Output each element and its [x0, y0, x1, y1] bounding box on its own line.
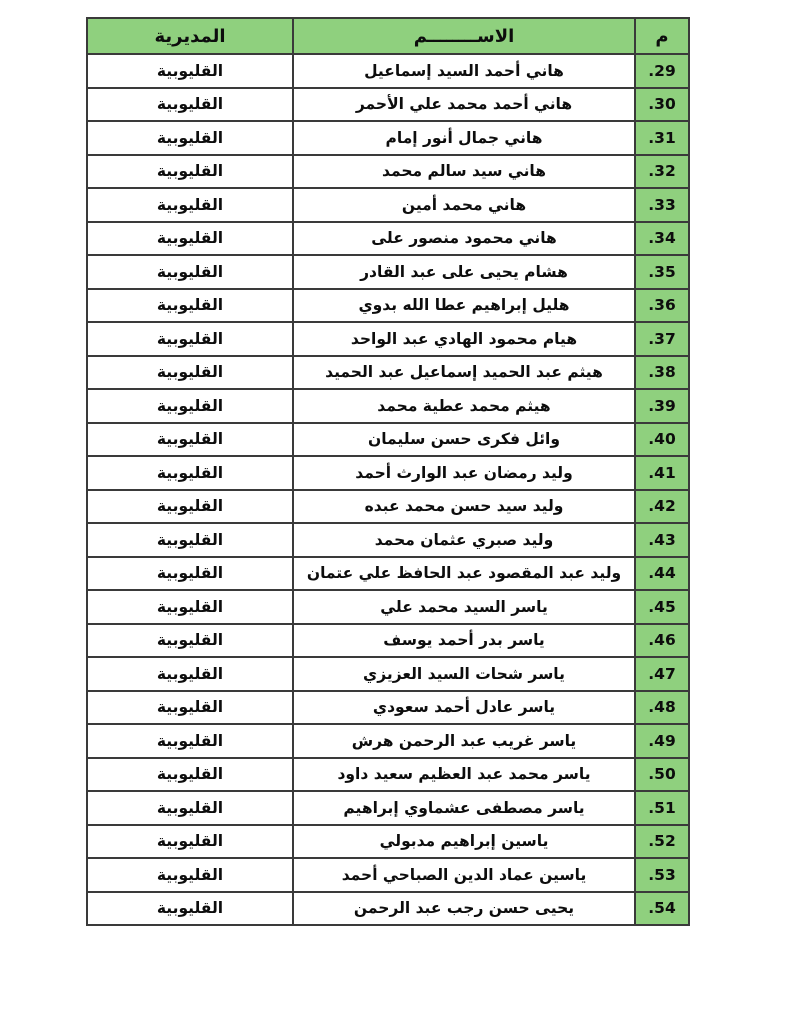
- table-row: [87, 456, 689, 490]
- table-row: [87, 892, 689, 926]
- row-serial: 32.: [635, 155, 689, 189]
- row-serial: 52.: [635, 825, 689, 859]
- row-name: ياسر محمد عبد العظيم سعيد داود: [293, 758, 635, 792]
- row-directorate: القليوبية: [87, 691, 293, 725]
- row-directorate: القليوبية: [87, 858, 293, 892]
- header-row: [87, 18, 689, 54]
- row-directorate: القليوبية: [87, 490, 293, 524]
- row-directorate: القليوبية: [87, 523, 293, 557]
- row-directorate: القليوبية: [87, 423, 293, 457]
- table-row: [87, 289, 689, 323]
- row-name: هليل إبراهيم عطا الله بدوي: [293, 289, 635, 323]
- row-name: هاني محمد أمين: [293, 188, 635, 222]
- row-name: هشام يحيى على عبد القادر: [293, 255, 635, 289]
- row-serial: 50.: [635, 758, 689, 792]
- table-row: [87, 657, 689, 691]
- row-directorate: القليوبية: [87, 356, 293, 390]
- row-name: هيثم محمد عطية محمد: [293, 389, 635, 423]
- row-serial: 51.: [635, 791, 689, 825]
- row-name: هاني جمال أنور إمام: [293, 121, 635, 155]
- roster-table-body: [87, 54, 689, 925]
- table-row: [87, 423, 689, 457]
- table-row: [87, 255, 689, 289]
- row-serial: 47.: [635, 657, 689, 691]
- row-name: وليد رمضان عبد الوارث أحمد: [293, 456, 635, 490]
- row-name: هاني أحمد السيد إسماعيل: [293, 54, 635, 88]
- row-name: هاني محمود منصور على: [293, 222, 635, 256]
- row-directorate: القليوبية: [87, 155, 293, 189]
- row-name: هيام محمود الهادي عبد الواحد: [293, 322, 635, 356]
- row-directorate: القليوبية: [87, 322, 293, 356]
- row-name: ياسر مصطفى عشماوي إبراهيم: [293, 791, 635, 825]
- row-serial: 49.: [635, 724, 689, 758]
- table-row: [87, 54, 689, 88]
- header-serial: م: [635, 18, 689, 54]
- row-name: وائل فكرى حسن سليمان: [293, 423, 635, 457]
- row-directorate: القليوبية: [87, 624, 293, 658]
- row-serial: 44.: [635, 557, 689, 591]
- table-row: [87, 322, 689, 356]
- row-serial: 46.: [635, 624, 689, 658]
- table-row: [87, 858, 689, 892]
- row-serial: 39.: [635, 389, 689, 423]
- row-directorate: القليوبية: [87, 791, 293, 825]
- row-name: هيثم عبد الحميد إسماعيل عبد الحميد: [293, 356, 635, 390]
- table-row: [87, 590, 689, 624]
- row-serial: 34.: [635, 222, 689, 256]
- table-row: [87, 825, 689, 859]
- row-serial: 31.: [635, 121, 689, 155]
- table-row: [87, 791, 689, 825]
- table-row: [87, 758, 689, 792]
- row-directorate: القليوبية: [87, 557, 293, 591]
- row-serial: 40.: [635, 423, 689, 457]
- row-directorate: القليوبية: [87, 590, 293, 624]
- row-directorate: القليوبية: [87, 657, 293, 691]
- row-directorate: القليوبية: [87, 892, 293, 926]
- row-serial: 30.: [635, 88, 689, 122]
- row-name: ياسين عماد الدين الصباحي أحمد: [293, 858, 635, 892]
- row-name: ياسر غريب عبد الرحمن هرش: [293, 724, 635, 758]
- row-name: هاني سيد سالم محمد: [293, 155, 635, 189]
- roster-table-header: [87, 18, 689, 54]
- table-row: [87, 724, 689, 758]
- row-directorate: القليوبية: [87, 758, 293, 792]
- row-name: ياسر شحات السيد العزيزي: [293, 657, 635, 691]
- row-serial: 38.: [635, 356, 689, 390]
- roster-table: [86, 17, 690, 926]
- table-row: [87, 222, 689, 256]
- row-name: وليد سيد حسن محمد عبده: [293, 490, 635, 524]
- row-serial: 41.: [635, 456, 689, 490]
- table-row: [87, 389, 689, 423]
- row-directorate: القليوبية: [87, 188, 293, 222]
- row-serial: 53.: [635, 858, 689, 892]
- row-serial: 37.: [635, 322, 689, 356]
- row-directorate: القليوبية: [87, 121, 293, 155]
- row-directorate: القليوبية: [87, 222, 293, 256]
- row-name: ياسر بدر أحمد يوسف: [293, 624, 635, 658]
- row-directorate: القليوبية: [87, 54, 293, 88]
- row-serial: 43.: [635, 523, 689, 557]
- row-name: هاني أحمد محمد علي الأحمر: [293, 88, 635, 122]
- table-row: [87, 490, 689, 524]
- row-directorate: القليوبية: [87, 289, 293, 323]
- row-directorate: القليوبية: [87, 255, 293, 289]
- row-serial: 42.: [635, 490, 689, 524]
- header-directorate: المديرية: [87, 18, 293, 54]
- table-row: [87, 356, 689, 390]
- row-serial: 35.: [635, 255, 689, 289]
- row-serial: 29.: [635, 54, 689, 88]
- table-row: [87, 557, 689, 591]
- table-row: [87, 523, 689, 557]
- row-name: وليد عبد المقصود عبد الحافظ علي عتمان: [293, 557, 635, 591]
- header-name: الاســــــــم: [293, 18, 635, 54]
- table-row: [87, 155, 689, 189]
- row-serial: 36.: [635, 289, 689, 323]
- table-row: [87, 691, 689, 725]
- table-row: [87, 121, 689, 155]
- row-serial: 54.: [635, 892, 689, 926]
- row-serial: 45.: [635, 590, 689, 624]
- row-name: ياسر عادل أحمد سعودي: [293, 691, 635, 725]
- row-directorate: القليوبية: [87, 456, 293, 490]
- table-row: [87, 188, 689, 222]
- row-name: ياسر السيد محمد علي: [293, 590, 635, 624]
- row-directorate: القليوبية: [87, 724, 293, 758]
- table-row: [87, 624, 689, 658]
- row-directorate: القليوبية: [87, 825, 293, 859]
- row-name: وليد صبري عثمان محمد: [293, 523, 635, 557]
- row-name: يحيى حسن رجب عبد الرحمن: [293, 892, 635, 926]
- row-name: ياسين إبراهيم مدبولي: [293, 825, 635, 859]
- table-row: [87, 88, 689, 122]
- row-directorate: القليوبية: [87, 88, 293, 122]
- row-serial: 33.: [635, 188, 689, 222]
- row-serial: 48.: [635, 691, 689, 725]
- row-directorate: القليوبية: [87, 389, 293, 423]
